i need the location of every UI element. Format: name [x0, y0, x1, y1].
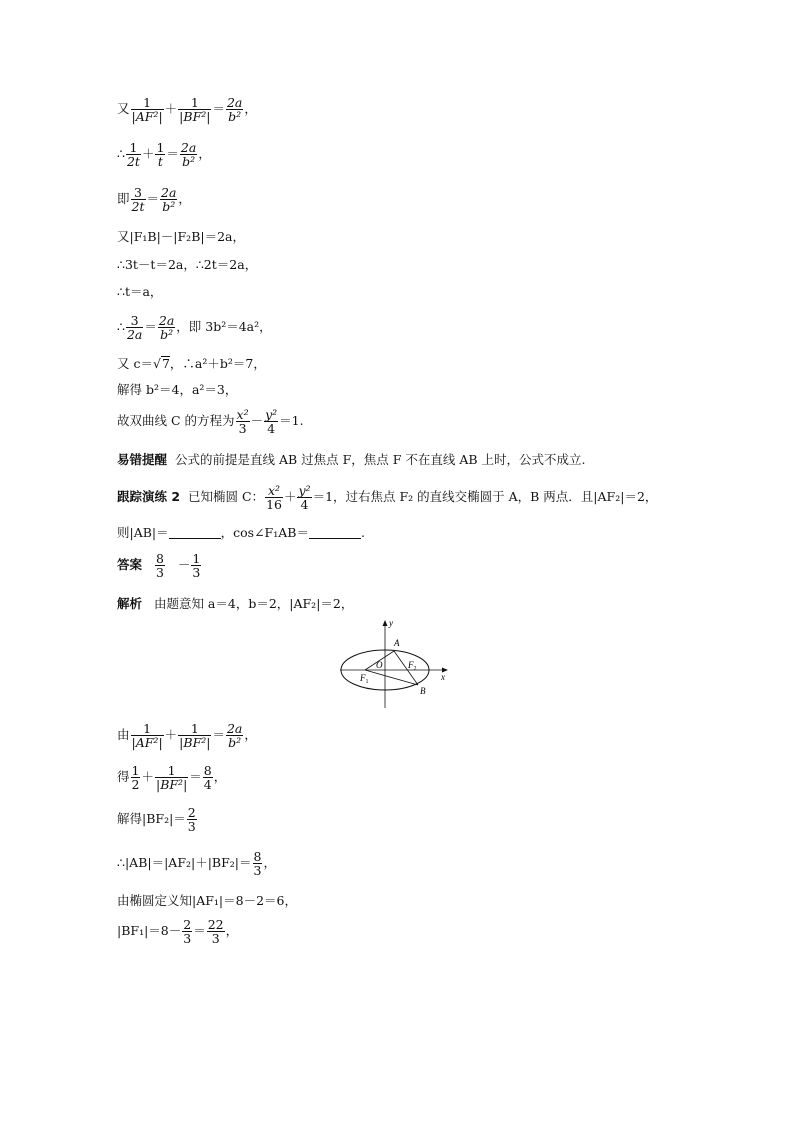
line-15: 解析 由题意知 a＝4，b＝2，|AF₂|＝2， [117, 596, 354, 611]
fraction: $\frac{1}{3}$ [192, 551, 201, 580]
origin-label: O [376, 660, 383, 670]
fraction: $\frac{1}{\text{|BF²|}}$ [179, 95, 211, 124]
line-14: 答案 $\frac{8}{3}$ － $\frac{1}{3}$ [117, 551, 201, 580]
ellipse-figure [338, 618, 452, 710]
point-a-label: A [394, 638, 400, 648]
fraction: $\frac{2}{3}$ [183, 917, 192, 946]
fraction: $\frac{2a}{\text{b²}}$ [161, 185, 177, 214]
fraction: $\frac{1}{2}$ [131, 763, 140, 792]
analysis-label: 解析 [117, 596, 143, 611]
line-13: 则|AB|＝ ，cos∠F₁AB＝ . [117, 525, 365, 540]
fraction: $\frac{1}{\text{|BF²|}}$ [155, 763, 188, 792]
fraction: $\frac{8}{4}$ [203, 763, 212, 792]
y-axis-arrow [383, 620, 388, 626]
fraction: $\frac{2a}{\text{b²}}$ [226, 721, 243, 750]
fraction: $\frac{1}{2t}$ [126, 140, 140, 169]
line-7: ∴ $\frac{3}{2a}$ ＝ $\frac{2a}{\text{b²}}$ ，即 3b²＝4a²， [117, 313, 272, 342]
line-8: 又 c＝√7，∴a²＋b²＝7， [117, 356, 266, 371]
fraction: $\frac{\text{x²}}{3}$ [236, 407, 249, 436]
fraction: $\frac{1}{\text{|AF²|}}$ [131, 95, 163, 124]
segment-f1-b [365, 670, 418, 685]
fraction: $\frac{2a}{\text{b²}}$ [226, 95, 243, 124]
fraction: $\frac{2a}{\text{b²}}$ [158, 313, 175, 342]
fraction: $\frac{8}{3}$ [253, 849, 262, 878]
line-18: 解得|BF₂|＝ $\frac{2}{3}$ [117, 805, 196, 834]
point-f1-label: $F_1$ [360, 673, 369, 685]
fraction: $\frac{3}{2t}$ [131, 185, 145, 214]
fraction: $\frac{\text{x²}}{16}$ [266, 483, 282, 512]
line-9: 解得 b²＝4，a²＝3， [117, 382, 238, 397]
exercise-label: 跟踪演练 2 [117, 489, 181, 504]
line-2: ∴ $\frac{1}{2t}$ ＋ $\frac{1}{t}$ ＝ $\frac{2a}{\text{b²}}$ ， [117, 140, 211, 169]
answer-blank [309, 527, 361, 539]
fraction: $\frac{2a}{\text{b²}}$ [180, 140, 197, 169]
sqrt-radicand: 7 [161, 356, 170, 371]
fraction: $\frac{1}{\text{|AF²|}}$ [131, 721, 163, 750]
line-5: ∴3t－t＝2a，∴2t＝2a， [117, 257, 258, 272]
fraction: $\frac{\text{y²}}{4}$ [298, 483, 311, 512]
fraction: $\frac{3}{2a}$ [126, 313, 143, 342]
line-1: 又 $\frac{1}{\text{|AF²|}}$ ＋ $\frac{1}{\text{|BF²|}}$ ＝ $\frac{2a}{\text{b²}}$ ， [117, 95, 257, 124]
line-6: ∴t＝a， [117, 284, 163, 299]
line-11: 易错提醒 公式的前提是直线 AB 过焦点 F，焦点 F 不在直线 AB 上时，公式不成立. [117, 452, 586, 467]
line-20: 由椭圆定义知|AF₁|＝8－2＝6， [117, 893, 297, 908]
tip-label: 易错提醒 [117, 452, 168, 467]
fraction: $\frac{22}{3}$ [207, 917, 224, 946]
line-10: 故双曲线 C 的方程为 $\frac{\text{x²}}{3}$ － $\frac{\text{y²}}{4}$ ＝1. [117, 407, 304, 436]
fraction: $\frac{8}{3}$ [155, 551, 164, 580]
y-label: y [389, 618, 393, 628]
fraction: $\frac{1}{\text{|BF²|}}$ [179, 721, 211, 750]
fraction: $\frac{1}{t}$ [156, 140, 165, 169]
point-b-label: B [420, 686, 426, 696]
answer-label: 答案 [117, 557, 143, 572]
line-19: ∴|AB|＝|AF₂|＋|BF₂|＝ $\frac{8}{3}$ ， [117, 849, 276, 878]
line-17: 得 $\frac{1}{2}$ ＋ $\frac{1}{\text{|BF²|}}$ ＝ $\frac{8}{4}$ ， [117, 763, 227, 792]
line-21: |BF₁|＝8－ $\frac{2}{3}$ ＝ $\frac{22}{3}$ ， [117, 917, 239, 946]
point-f2-label: $F_2$ [408, 660, 417, 672]
answer-blank [169, 527, 221, 539]
x-label: x [441, 672, 445, 682]
fraction: $\frac{2}{3}$ [187, 805, 196, 834]
fraction: $\frac{\text{y²}}{4}$ [265, 407, 278, 436]
line-3: 即 $\frac{3}{2t}$ ＝ $\frac{2a}{\text{b²}}$ ， [117, 185, 191, 214]
line-16: 由 $\frac{1}{\text{|AF²|}}$ ＋ $\frac{1}{\text{|BF²|}}$ ＝ $\frac{2a}{\text{b²}}$ ， [117, 721, 257, 750]
line-4: 又|F₁B|－|F₂B|＝2a， [117, 229, 245, 244]
line-12: 跟踪演练 2 已知椭圆 C： $\frac{\text{x²}}{16}$ ＋ $\frac{\text{y²}}{4}$ ＝1，过右焦点 F₂ 的直线交椭圆于 A，B 两点．且|AF₂|＝2， [117, 483, 658, 512]
